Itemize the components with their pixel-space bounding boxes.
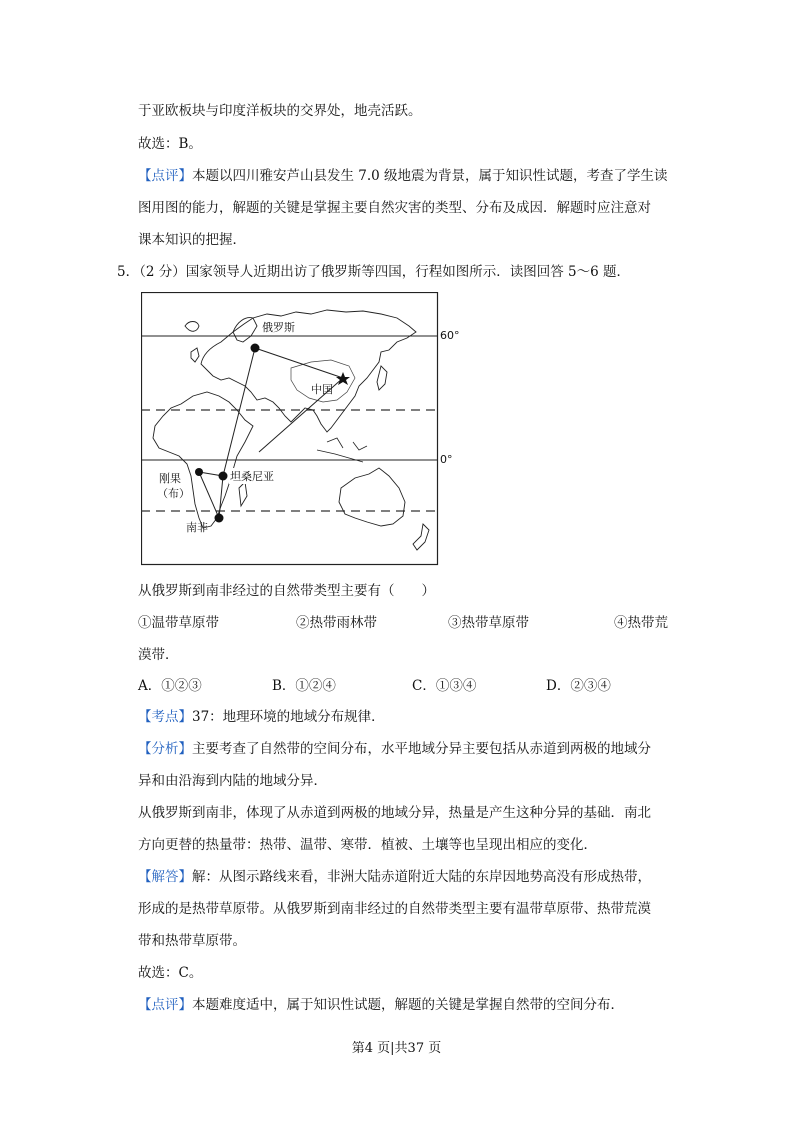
text-line: 带和热带草原带。: [138, 933, 246, 949]
fenxi-tag: 【分析】: [138, 741, 192, 757]
label-china: 中国: [311, 383, 333, 396]
label-russia: 俄罗斯: [262, 321, 295, 334]
text-span: 主要考查了自然带的空间分布，水平地域分异主要包括从赤道到两极的地域分: [192, 741, 651, 757]
option-c: C．①③④: [412, 678, 477, 694]
text-line: 于亚欧板块与印度洋板块的交界处，地壳活跃。: [138, 103, 422, 119]
label-congo: 刚果: [159, 472, 181, 485]
pingjia-line: [138, 996, 624, 1014]
text-line: 方向更替的热量带：热带、温带、寒带．植被、土壤等也呈现出相应的变化．: [138, 837, 597, 853]
answer-line: 故选：C。: [138, 965, 203, 981]
item-4: ④热带荒: [614, 615, 668, 631]
option-b: B．①②④: [272, 678, 336, 694]
review-tag: 【点评】: [138, 168, 192, 184]
fenxi-line: [138, 740, 651, 758]
option-a: A．①②③: [138, 678, 202, 694]
kaodian-line: [138, 708, 385, 726]
item-1: ①温带草原带: [138, 615, 219, 631]
option-d: D．②③④: [546, 678, 611, 694]
text-line: 故选：B。: [138, 136, 202, 152]
kaodian-tag: 【考点】: [138, 709, 192, 725]
russia-point: [251, 344, 260, 353]
jieda-line: [138, 868, 651, 886]
text-span: 本题难度适中，属于知识性试题，解题的关键是掌握自然带的空间分布．: [192, 997, 624, 1013]
item-2: ②热带雨林带: [296, 615, 377, 631]
item-4-cont: 漠带．: [138, 647, 179, 663]
label-60-degree: 60°: [440, 329, 460, 342]
item-3: ③热带草原带: [448, 615, 529, 631]
text-span: 解：从图示路线来看，非洲大陆赤道附近大陆的东岸因地势高没有形成热带，: [192, 869, 651, 885]
text-span: 37：地理环境的地域分布规律．: [192, 709, 385, 725]
congo-point: [195, 468, 203, 476]
pingjia-tag: 【点评】: [138, 997, 192, 1013]
text-span: 本题以四川雅安芦山县发生 7.0 级地震为背景，属于知识性试题，考查了学生读: [192, 168, 668, 184]
label-congo-bu: （布）: [157, 487, 190, 500]
text-line: 图用图的能力，解题的关键是掌握主要自然灾害的类型、分布及成因．解题时应注意对: [138, 200, 651, 216]
label-tanzania: 坦桑尼亚: [230, 470, 274, 483]
page-footer: 第4 页|共37 页: [351, 1041, 442, 1056]
text-line: 形成的是热带草原带。从俄罗斯到南非经过的自然带类型主要有温带草原带、热带荒漠: [138, 901, 651, 917]
label-0-degree: 0°: [440, 453, 453, 466]
review-paragraph: [138, 167, 668, 185]
label-southafrica: 南非: [186, 521, 208, 534]
text-line: 从俄罗斯到南非，体现了从赤道到两极的地域分异，热量是产生这种分异的基础．南北: [138, 805, 651, 821]
jieda-tag: 【解答】: [138, 869, 192, 885]
text-line: 课本知识的把握．: [138, 232, 246, 248]
question-stem: 从俄罗斯到南非经过的自然带类型主要有（ ）: [138, 583, 435, 599]
question-title: 5．（2 分）国家领导人近期出访了俄罗斯等四国，行程如图所示．读图回答 5～6 题．: [117, 264, 630, 280]
tanzania-point: [219, 472, 228, 481]
southafrica-point: [215, 514, 224, 523]
text-line: 异和由沿海到内陆的地域分异．: [138, 773, 327, 789]
world-map-figure: [141, 292, 439, 566]
